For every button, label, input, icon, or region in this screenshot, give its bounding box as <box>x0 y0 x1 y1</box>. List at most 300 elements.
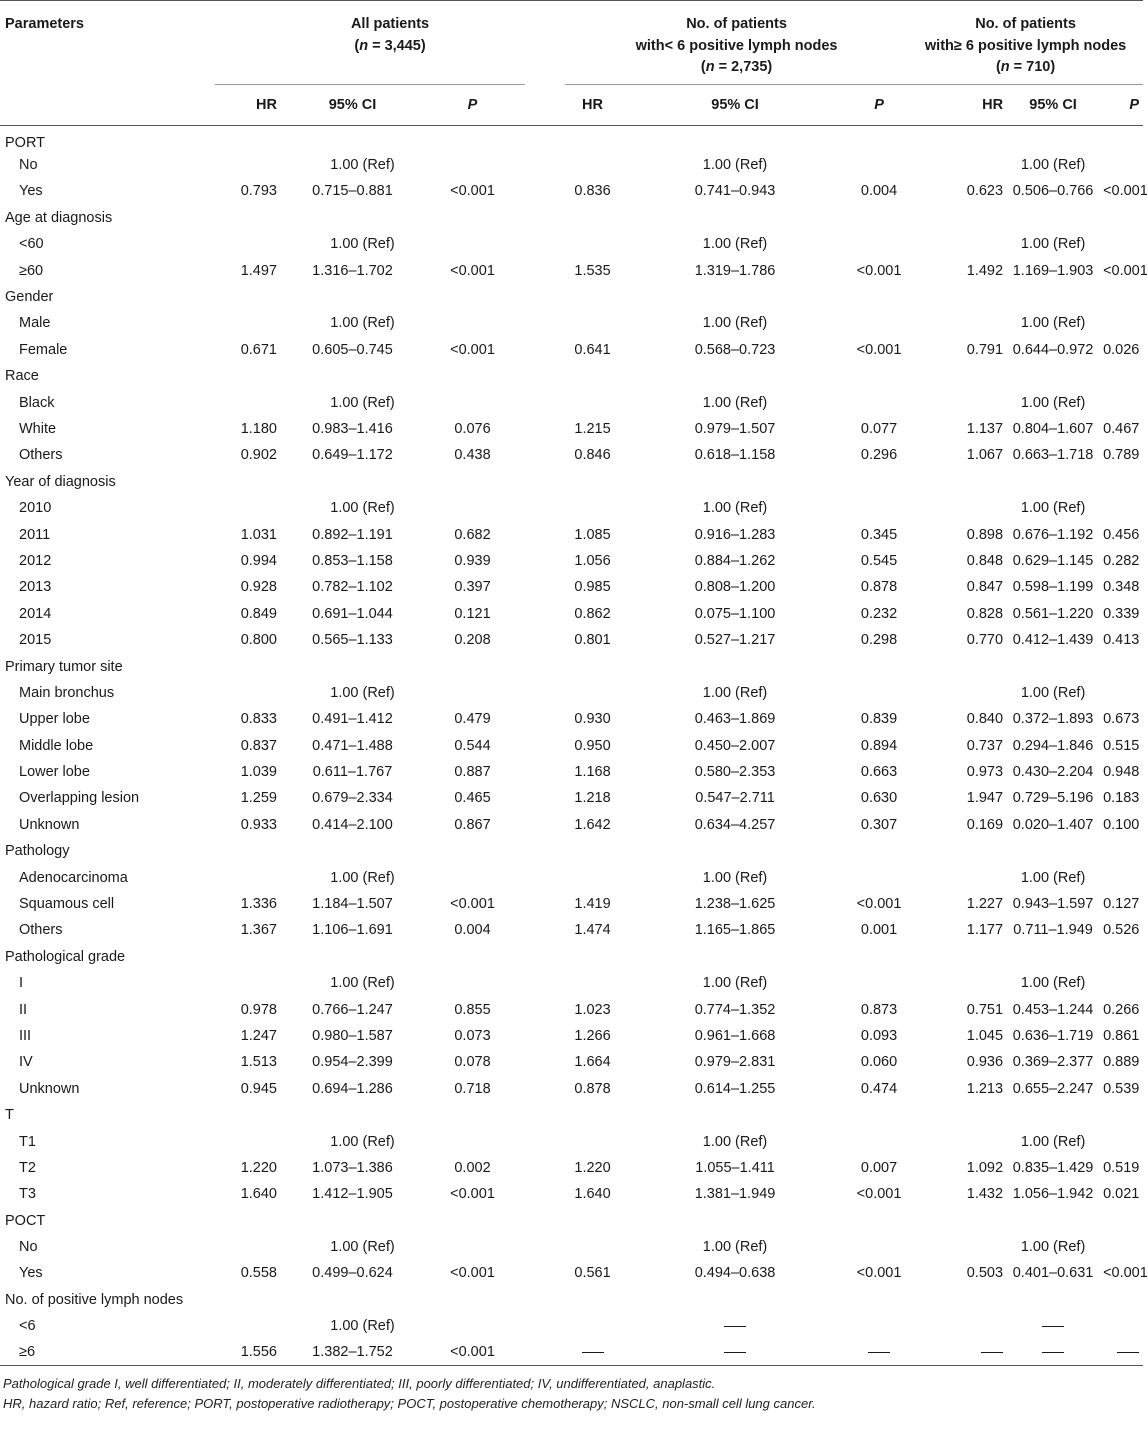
ci-value: 0.804–1.607 <box>1012 420 1094 437</box>
ci-value: 0.835–1.429 <box>1012 1159 1094 1176</box>
p-value: 0.298 <box>860 632 898 649</box>
p-value: 0.077 <box>860 420 898 437</box>
ci-value: 0.774–1.352 <box>694 1001 776 1018</box>
ci-value: 0.715–0.881 <box>312 183 393 200</box>
ci-value: 0.676–1.192 <box>1012 526 1094 543</box>
hr-value: 0.770 <box>966 632 1004 649</box>
table-row <box>0 1128 1143 1154</box>
footnotes <box>0 1374 1143 1414</box>
reference-value: 1.00 (Ref) <box>702 315 768 332</box>
section-row <box>0 1102 1143 1128</box>
hr-value: 1.056 <box>574 552 611 569</box>
ci-value: 0.494–0.638 <box>694 1265 776 1282</box>
hr-value: 1.474 <box>574 922 611 939</box>
hr-value: 0.558 <box>240 1265 277 1282</box>
section-label: Race <box>5 368 39 385</box>
row-label: Squamous cell <box>19 896 115 913</box>
reference-value: 1.00 (Ref) <box>1020 500 1086 517</box>
ci-value: 0.506–0.766 <box>1012 183 1094 200</box>
hr-value: 0.169 <box>966 816 1004 833</box>
hr-value: 1.092 <box>966 1159 1004 1176</box>
row-label: T3 <box>19 1186 36 1203</box>
p-value: 0.348 <box>1103 579 1140 596</box>
row-label: Unknown <box>19 816 80 833</box>
table-row <box>0 1339 1143 1365</box>
reference-value: 1.00 (Ref) <box>330 315 395 332</box>
row-label: Yes <box>19 1265 43 1282</box>
reference-value: 1.00 (Ref) <box>330 869 395 886</box>
hr-value: 0.801 <box>574 632 611 649</box>
row-label: No <box>19 157 38 174</box>
ci-value: 0.782–1.102 <box>312 579 393 596</box>
p-value: 0.887 <box>454 764 491 781</box>
table-row <box>0 574 1143 600</box>
hr-value: 1.039 <box>240 764 277 781</box>
p-value: 0.855 <box>454 1001 491 1018</box>
row-label: Others <box>19 922 63 939</box>
p-value: 0.183 <box>1103 790 1140 807</box>
ci-value: 0.853–1.158 <box>312 552 393 569</box>
ci-value: 0.450–2.007 <box>694 737 776 754</box>
row-label: Others <box>19 447 63 464</box>
p-value: <0.001 <box>856 1265 902 1282</box>
table-row <box>0 732 1143 758</box>
group-n: (n = 710) <box>995 59 1056 75</box>
n-value: = 3,445) <box>368 37 426 54</box>
table-row <box>0 996 1143 1022</box>
ci-value: 0.430–2.204 <box>1012 764 1094 781</box>
p-value: 0.282 <box>1103 552 1140 569</box>
ci-value: 1.319–1.786 <box>694 262 776 279</box>
hr-value: 0.847 <box>966 579 1004 596</box>
row-label: Female <box>19 341 68 358</box>
ci-value: 1.169–1.903 <box>1012 262 1094 279</box>
hr-value: 1.220 <box>574 1159 611 1176</box>
ci-value: 0.020–1.407 <box>1012 816 1094 833</box>
not-applicable-cell <box>908 1339 1003 1365</box>
ci-value: 0.691–1.044 <box>312 605 393 622</box>
p-value: 0.339 <box>1103 605 1140 622</box>
hr-value: 1.045 <box>966 1027 1004 1044</box>
p-value: 0.673 <box>1103 711 1140 728</box>
hr-header: HR <box>982 97 1004 113</box>
p-value: 0.001 <box>860 922 898 939</box>
row-label: Adenocarcinoma <box>19 869 128 886</box>
table-row <box>0 521 1143 547</box>
ci-value: 0.979–2.831 <box>694 1054 776 1071</box>
section-row <box>0 363 1143 389</box>
hr-value: 0.936 <box>966 1054 1004 1071</box>
row-label: Yes <box>19 183 43 200</box>
table-row <box>0 1049 1143 1075</box>
p-value: 0.438 <box>454 447 491 464</box>
hr-value: 0.833 <box>240 711 277 728</box>
row-label: 2013 <box>19 579 52 596</box>
ci-value: 1.055–1.411 <box>695 1159 775 1176</box>
section-label: Age at diagnosis <box>5 209 113 226</box>
not-applicable-cell <box>620 1313 850 1339</box>
section-row <box>0 205 1143 231</box>
section-label: T <box>5 1107 14 1124</box>
table-body <box>0 126 1148 1366</box>
ci-value: 1.238–1.625 <box>694 896 776 913</box>
p-value: <0.001 <box>450 183 495 200</box>
section-row <box>0 1208 1143 1234</box>
section-row <box>0 469 1143 495</box>
p-value: 0.889 <box>1103 1054 1140 1071</box>
p-value: 0.093 <box>860 1027 898 1044</box>
p-value: 0.021 <box>1103 1186 1140 1203</box>
p-header: P <box>467 97 478 113</box>
hr-value: 1.031 <box>240 526 277 543</box>
p-value: 0.004 <box>454 922 491 939</box>
ci-value: 0.547–2.711 <box>695 790 775 807</box>
not-applicable-cell <box>1003 1313 1103 1339</box>
n-symbol: n <box>1000 59 1010 75</box>
hr-value: 0.994 <box>240 552 277 569</box>
p-value: 0.397 <box>454 579 491 596</box>
p-header: P <box>1129 97 1140 113</box>
reference-value: 1.00 (Ref) <box>330 1239 395 1256</box>
group-header-ge6 <box>908 1 1143 85</box>
p-value: 0.456 <box>1103 526 1140 543</box>
ci-value: 1.165–1.865 <box>694 922 776 939</box>
hr-value: 1.215 <box>574 420 611 437</box>
not-applicable-cell <box>1003 1339 1103 1365</box>
p-value: 0.266 <box>1103 1001 1140 1018</box>
table-row <box>0 785 1143 811</box>
ci-value: 0.499–0.624 <box>312 1265 393 1282</box>
hr-header: HR <box>256 97 277 113</box>
ci-value: 1.381–1.949 <box>694 1186 776 1203</box>
p-value: 0.307 <box>860 816 898 833</box>
hr-value: 0.930 <box>574 711 611 728</box>
group-title: No. of patients <box>975 16 1076 32</box>
row-label: 2012 <box>19 552 52 569</box>
reference-value: 1.00 (Ref) <box>330 394 395 411</box>
ci-value: 0.527–1.217 <box>694 632 776 649</box>
table-row <box>0 548 1143 574</box>
table-row <box>0 917 1143 943</box>
ci-value: 0.663–1.718 <box>1012 447 1094 464</box>
table-row <box>0 416 1143 442</box>
ci-value: 0.294–1.846 <box>1012 737 1094 754</box>
hr-value: 1.642 <box>574 816 611 833</box>
table-row <box>0 257 1143 283</box>
row-label: ≥60 <box>19 262 44 279</box>
reference-value: 1.00 (Ref) <box>330 1133 395 1150</box>
p-value: 0.232 <box>860 605 898 622</box>
ci-value: 0.634–4.257 <box>694 816 776 833</box>
p-value: <0.001 <box>450 1265 495 1282</box>
empty-dash <box>724 1352 746 1353</box>
ci-value: 0.954–2.399 <box>312 1054 393 1071</box>
ci-value: 0.580–2.353 <box>694 764 776 781</box>
n-symbol: n <box>705 59 715 75</box>
n-value: = 2,735) <box>714 59 773 75</box>
table-row <box>0 891 1143 917</box>
hr-value: 1.266 <box>574 1027 611 1044</box>
hr-value: 0.503 <box>966 1265 1004 1282</box>
hr-value: 0.623 <box>966 183 1004 200</box>
hr-value: 0.902 <box>240 447 277 464</box>
ci-value: 0.741–0.943 <box>694 183 776 200</box>
group-subtitle: with< 6 positive lymph nodes <box>635 37 838 54</box>
ci-value: 1.382–1.752 <box>312 1344 393 1361</box>
ci-value: 0.983–1.416 <box>312 420 393 437</box>
ci-value: 0.892–1.191 <box>312 526 393 543</box>
p-value: 0.007 <box>860 1159 898 1176</box>
ci-value: 1.184–1.507 <box>312 896 393 913</box>
n-value: = 710) <box>1009 59 1056 75</box>
table-row <box>0 1155 1143 1181</box>
group-title: No. of patients <box>686 16 787 32</box>
section-label: Pathology <box>5 843 70 860</box>
hr-value: 1.259 <box>240 790 277 807</box>
p-value: <0.001 <box>450 896 495 913</box>
p-value: 0.474 <box>860 1080 898 1097</box>
empty-dash <box>1117 1352 1139 1353</box>
empty-dash <box>981 1352 1003 1353</box>
hr-value: 0.849 <box>240 605 277 622</box>
ci-value: 0.075–1.100 <box>694 605 776 622</box>
ci-value: 0.372–1.893 <box>1012 711 1094 728</box>
p-value: 0.073 <box>454 1027 491 1044</box>
p-value: <0.001 <box>856 896 902 913</box>
ci-value: 0.980–1.587 <box>312 1027 393 1044</box>
hr-value: 0.985 <box>574 579 611 596</box>
row-label: 2010 <box>19 500 52 517</box>
row-label: 2011 <box>19 526 51 543</box>
p-value: 0.894 <box>860 737 898 754</box>
ci-value: 0.618–1.158 <box>694 447 776 464</box>
not-applicable-cell <box>1103 1339 1143 1365</box>
reference-value: 1.00 (Ref) <box>702 157 768 174</box>
group-n: (n = 3,445) <box>354 37 426 54</box>
ci-header: 95% CI <box>328 97 377 113</box>
reference-value: 1.00 (Ref) <box>702 394 768 411</box>
reference-value: 1.00 (Ref) <box>1020 236 1086 253</box>
reference-value: 1.00 (Ref) <box>702 500 768 517</box>
ci-value: 0.561–1.220 <box>1012 605 1094 622</box>
row-label: No <box>19 1239 38 1256</box>
p-value: 0.878 <box>860 579 898 596</box>
ci-value: 0.916–1.283 <box>694 526 776 543</box>
p-value: 0.208 <box>454 632 491 649</box>
table-row <box>0 759 1143 785</box>
ci-value: 0.979–1.507 <box>694 420 776 437</box>
ci-value: 0.471–1.488 <box>312 737 393 754</box>
row-label: Black <box>19 394 55 411</box>
p-value: <0.001 <box>856 1186 902 1203</box>
group-n: (n = 2,735) <box>700 59 773 75</box>
ci-header: 95% CI <box>1029 97 1077 113</box>
group-header-all <box>215 1 525 85</box>
hr-value: 1.218 <box>574 790 611 807</box>
hr-value: 0.800 <box>240 632 277 649</box>
ci-value: 0.565–1.133 <box>312 632 393 649</box>
p-value: 0.867 <box>454 816 491 833</box>
ci-value: 0.605–0.745 <box>312 341 393 358</box>
table-row <box>0 389 1143 415</box>
hr-value: 0.978 <box>240 1001 277 1018</box>
p-value: 0.839 <box>860 711 898 728</box>
p-value: 0.121 <box>454 605 491 622</box>
section-label: POCT <box>5 1212 46 1229</box>
p-value: 0.100 <box>1103 816 1140 833</box>
reference-value: 1.00 (Ref) <box>1020 315 1086 332</box>
p-value: 0.682 <box>454 526 491 543</box>
hr-value: 1.367 <box>240 922 277 939</box>
hr-value: 0.848 <box>966 552 1004 569</box>
p-value: 0.479 <box>454 711 491 728</box>
reference-value: 1.00 (Ref) <box>702 1239 768 1256</box>
p-value: 0.545 <box>860 552 898 569</box>
reference-value: 1.00 (Ref) <box>1020 869 1086 886</box>
table-row <box>0 231 1143 257</box>
p-value: 0.296 <box>860 447 898 464</box>
hr-value: 1.180 <box>240 420 277 437</box>
hr-value: 1.085 <box>574 526 611 543</box>
p-value: 0.544 <box>454 737 491 754</box>
ci-value: 0.655–2.247 <box>1012 1080 1094 1097</box>
reference-value: 1.00 (Ref) <box>330 157 395 174</box>
ci-value: 0.649–1.172 <box>312 447 393 464</box>
ci-value: 0.629–1.145 <box>1012 552 1094 569</box>
reference-value: 1.00 (Ref) <box>330 236 395 253</box>
ci-value: 1.412–1.905 <box>312 1186 393 1203</box>
row-label: Unknown <box>19 1080 80 1097</box>
p-value: 0.718 <box>454 1080 491 1097</box>
ci-value: 0.636–1.719 <box>1012 1027 1094 1044</box>
table-row <box>0 1023 1143 1049</box>
reference-value: 1.00 (Ref) <box>1020 1239 1086 1256</box>
row-label: I <box>19 975 24 992</box>
row-label: T2 <box>19 1159 36 1176</box>
ci-value: 0.412–1.439 <box>1012 632 1094 649</box>
hr-value: 0.933 <box>240 816 277 833</box>
hr-value: 0.641 <box>574 341 611 358</box>
hr-value: 1.137 <box>966 420 1004 437</box>
empty-dash <box>724 1326 746 1327</box>
empty-dash <box>1042 1352 1064 1353</box>
row-label: III <box>19 1027 32 1044</box>
section-row <box>0 126 1143 152</box>
hr-value: 1.336 <box>240 896 277 913</box>
hr-value: 1.023 <box>574 1001 611 1018</box>
p-value: 0.413 <box>1103 632 1140 649</box>
ci-value: 0.884–1.262 <box>694 552 776 569</box>
ci-value: 0.463–1.869 <box>694 711 776 728</box>
table-row <box>0 495 1143 521</box>
table-row <box>0 970 1143 996</box>
hr-value: 0.836 <box>574 183 611 200</box>
p-value: 0.078 <box>454 1054 491 1071</box>
p-value: <0.001 <box>856 262 902 279</box>
hr-value: 1.513 <box>240 1054 277 1071</box>
row-label: Lower lobe <box>19 764 90 781</box>
p-value: <0.001 <box>450 1186 495 1203</box>
p-value: <0.001 <box>1103 183 1148 200</box>
hr-value: 0.862 <box>574 605 611 622</box>
ci-value: 0.568–0.723 <box>694 341 776 358</box>
ci-header: 95% CI <box>711 97 759 113</box>
row-label: 2014 <box>19 605 52 622</box>
table-row <box>0 310 1143 336</box>
reference-value: 1.00 (Ref) <box>1020 394 1086 411</box>
ci-value: 0.808–1.200 <box>694 579 776 596</box>
row-label: II <box>19 1001 28 1018</box>
p-value: 0.948 <box>1103 764 1140 781</box>
footnote-grade: Pathological grade I, well differentiated; II, moderately differentiated; III, poorly differentiated; IV, undifferentiated, anaplastic. <box>3 1376 716 1392</box>
ci-value: 0.943–1.597 <box>1012 896 1094 913</box>
parameters-header: Parameters <box>5 16 84 32</box>
empty-dash <box>582 1352 604 1353</box>
ci-value: 0.598–1.199 <box>1012 579 1094 596</box>
hr-value: 0.671 <box>240 341 277 358</box>
table-row <box>0 706 1143 732</box>
reference-value: 1.00 (Ref) <box>1020 684 1086 701</box>
p-value: 0.519 <box>1103 1159 1140 1176</box>
p-value: 0.127 <box>1103 896 1140 913</box>
p-value: <0.001 <box>856 341 902 358</box>
table-row <box>0 337 1143 363</box>
ci-value: 0.679–2.334 <box>312 790 393 807</box>
hr-value: 1.067 <box>966 447 1004 464</box>
ci-value: 0.401–0.631 <box>1012 1265 1094 1282</box>
hr-value: 0.928 <box>240 579 277 596</box>
hr-value: 1.220 <box>240 1159 277 1176</box>
ci-value: 0.611–1.767 <box>312 764 393 781</box>
row-label: <60 <box>19 236 44 253</box>
reference-value: 1.00 (Ref) <box>702 236 768 253</box>
section-row <box>0 944 1143 970</box>
reference-value: 1.00 (Ref) <box>330 684 395 701</box>
p-value: 0.060 <box>860 1054 898 1071</box>
p-value: 0.539 <box>1103 1080 1140 1097</box>
row-label: Overlapping lesion <box>19 790 140 807</box>
table-row <box>0 152 1143 178</box>
table-row <box>0 1181 1143 1207</box>
row-label: <6 <box>19 1318 36 1335</box>
hr-value: 1.640 <box>574 1186 611 1203</box>
reference-value: 1.00 (Ref) <box>330 1318 395 1335</box>
hr-value: 0.791 <box>966 341 1004 358</box>
section-label: Year of diagnosis <box>5 473 116 490</box>
table-row <box>0 601 1143 627</box>
not-applicable-cell <box>620 1339 850 1365</box>
ci-value: 1.106–1.691 <box>312 922 393 939</box>
hr-value: 1.497 <box>240 262 277 279</box>
ci-value: 0.614–1.255 <box>694 1080 776 1097</box>
hr-value: 0.950 <box>574 737 611 754</box>
p-value: <0.001 <box>450 1344 495 1361</box>
empty-dash <box>868 1352 890 1353</box>
group-subtitle: with≥ 6 positive lymph nodes <box>924 37 1127 54</box>
table-row <box>0 1234 1143 1260</box>
ci-value: 0.491–1.412 <box>312 711 393 728</box>
hr-value: 0.973 <box>966 764 1004 781</box>
group-title: All patients <box>350 16 430 32</box>
hr-value: 1.492 <box>966 262 1004 279</box>
table-row <box>0 627 1143 653</box>
ci-value: 0.369–2.377 <box>1012 1054 1094 1071</box>
p-value: 0.467 <box>1103 420 1140 437</box>
section-label: Gender <box>5 289 54 306</box>
p-value: <0.001 <box>1103 1265 1148 1282</box>
row-label: ≥6 <box>19 1344 36 1361</box>
hr-value: 1.664 <box>574 1054 611 1071</box>
